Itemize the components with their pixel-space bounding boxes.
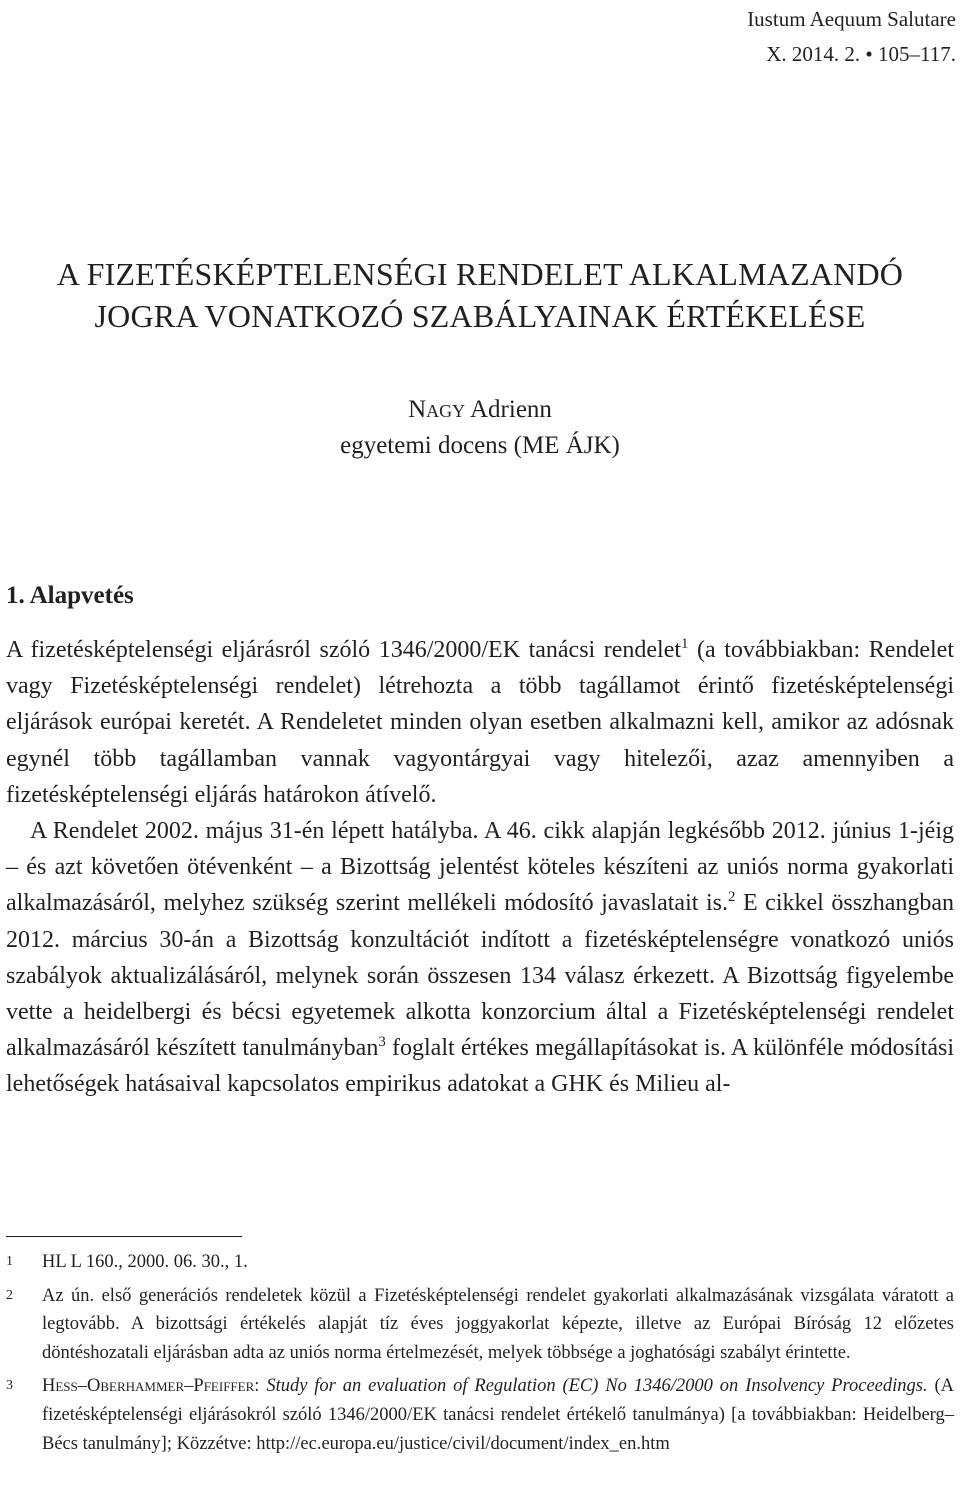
journal-name: Iustum Aequum Salutare — [747, 7, 956, 31]
footnote-ref-3[interactable]: 3 — [378, 1034, 386, 1051]
journal-header — [747, 2, 956, 72]
article-title — [0, 253, 960, 337]
footnote-2 — [6, 1282, 954, 1368]
paragraph-1-part-1: A fizetésképtelenségi eljárásról szóló 1346/2000/EK tanácsi rendelet — [6, 637, 682, 663]
journal-issue: X. 2014. 2. • 105–117. — [766, 42, 956, 66]
section-heading: 1. Alapvetés — [6, 582, 134, 609]
title-line-2: JOGRA VONATKOZÓ SZABÁLYAINAK ÉRTÉKELÉSE — [94, 298, 866, 334]
footnote-number: 1 — [6, 1254, 13, 1269]
author-name — [0, 392, 960, 428]
paragraph-1-part-2: (a továbbiakban: Rendelet vagy Fizetésképtelenségi rendelet) létrehozta a több tagállamot érintő fizetésképtelenségi eljárások európai keretét. A Rendeletet minden olyan esetben alkalmazni kell, amikor az adósnak egynél több tagállamban vannak vagyontárgyai vagy hitelezői, azaz amennyiben a fizetésképtelenségi eljárás határokon átívelő. — [6, 637, 955, 808]
paragraph-2-part-1: A Rendelet 2002. május 31-én lépett hatályba. A 46. cikk alapján legkésőbb 2012. június 1-jéig – és azt követően ötévenként – a Bizottság jelentést köteles készíteni az uniós norma gyakorlati alkalmazásáról, melyhez szükség szerint mellékeli módosító javaslatait is. — [6, 818, 954, 917]
footnote-text: Az ún. első generációs rendeletek közül a Fizetésképtelenségi rendelet gyakorlati alkalmazásának vizsgálata váratott a legtovább. A bizottsági értékelés alapját tíz éves joggyakorlat képezte, illetve az Európai Bíróság 12 előzetes döntéshozatali eljárásban adta az uniós norma értelmezését, melyek többsége a joghatósági szabályt érintette. — [42, 1285, 954, 1363]
author-given-name: Adrienn — [470, 396, 552, 423]
footnote-cited-title: Study for an evaluation of Regulation (EC) No 1346/2000 on Insolvency Proceedings. — [266, 1376, 928, 1397]
footnote-authors: Hess–Oberhammer–Pfeiffer: — [42, 1376, 260, 1397]
title-line-1: A FIZETÉSKÉPTELENSÉGI RENDELET ALKALMAZANDÓ — [56, 256, 904, 292]
footnote-number: 2 — [6, 1287, 13, 1303]
paragraph-2-part-2: E cikkel összhangban 2012. március 30-án a Bizottság konzultációt indított a fizetésképtelenségre vonatkozó uniós szabályok aktualizálásáról, melynek során összesen 134 válasz érkezett. A Bizottság figyelembe vette a heidelbergi és bécsi egyetemek alkotta konzorcium által a Fizetésképtelenségi rendelet alkalmazásáról készített tanulmányban — [6, 890, 954, 1062]
body-text — [6, 632, 954, 1103]
author-block — [0, 392, 960, 464]
footnote-text[interactable]: (A fizetésképtelenségi eljárásokról szóló 1346/2000/EK tanácsi rendelet értékelő tanulmánya) [a továbbiakban: Heidelberg–Bécs tanulmány]; Közzétve: http://ec.europa.eu/justice/civil/document/index_en.htm — [42, 1376, 954, 1454]
author-surname: Nagy — [408, 396, 466, 423]
footnote-ref-2[interactable]: 2 — [727, 889, 736, 906]
footnote-3 — [6, 1372, 954, 1458]
footnote-text: HL L 160., 2000. 06. 30., 1. — [42, 1252, 248, 1272]
footnotes — [6, 1248, 954, 1463]
author-affiliation: egyetemi docens (ME ÁJK) — [340, 432, 620, 459]
paragraph-2 — [6, 813, 954, 1103]
paragraph-1 — [6, 632, 954, 813]
footnote-divider — [6, 1236, 242, 1237]
footnote-1 — [6, 1248, 954, 1277]
footnote-ref-1[interactable]: 1 — [681, 636, 689, 652]
footnote-number: 3 — [6, 1378, 13, 1394]
paragraph-2-part-3: foglalt értékes megállapításokat is. A különféle módosítási lehetőségek hatásaival kapcsolatos empirikus adatokat a GHK és Milieu al- — [6, 1035, 954, 1098]
